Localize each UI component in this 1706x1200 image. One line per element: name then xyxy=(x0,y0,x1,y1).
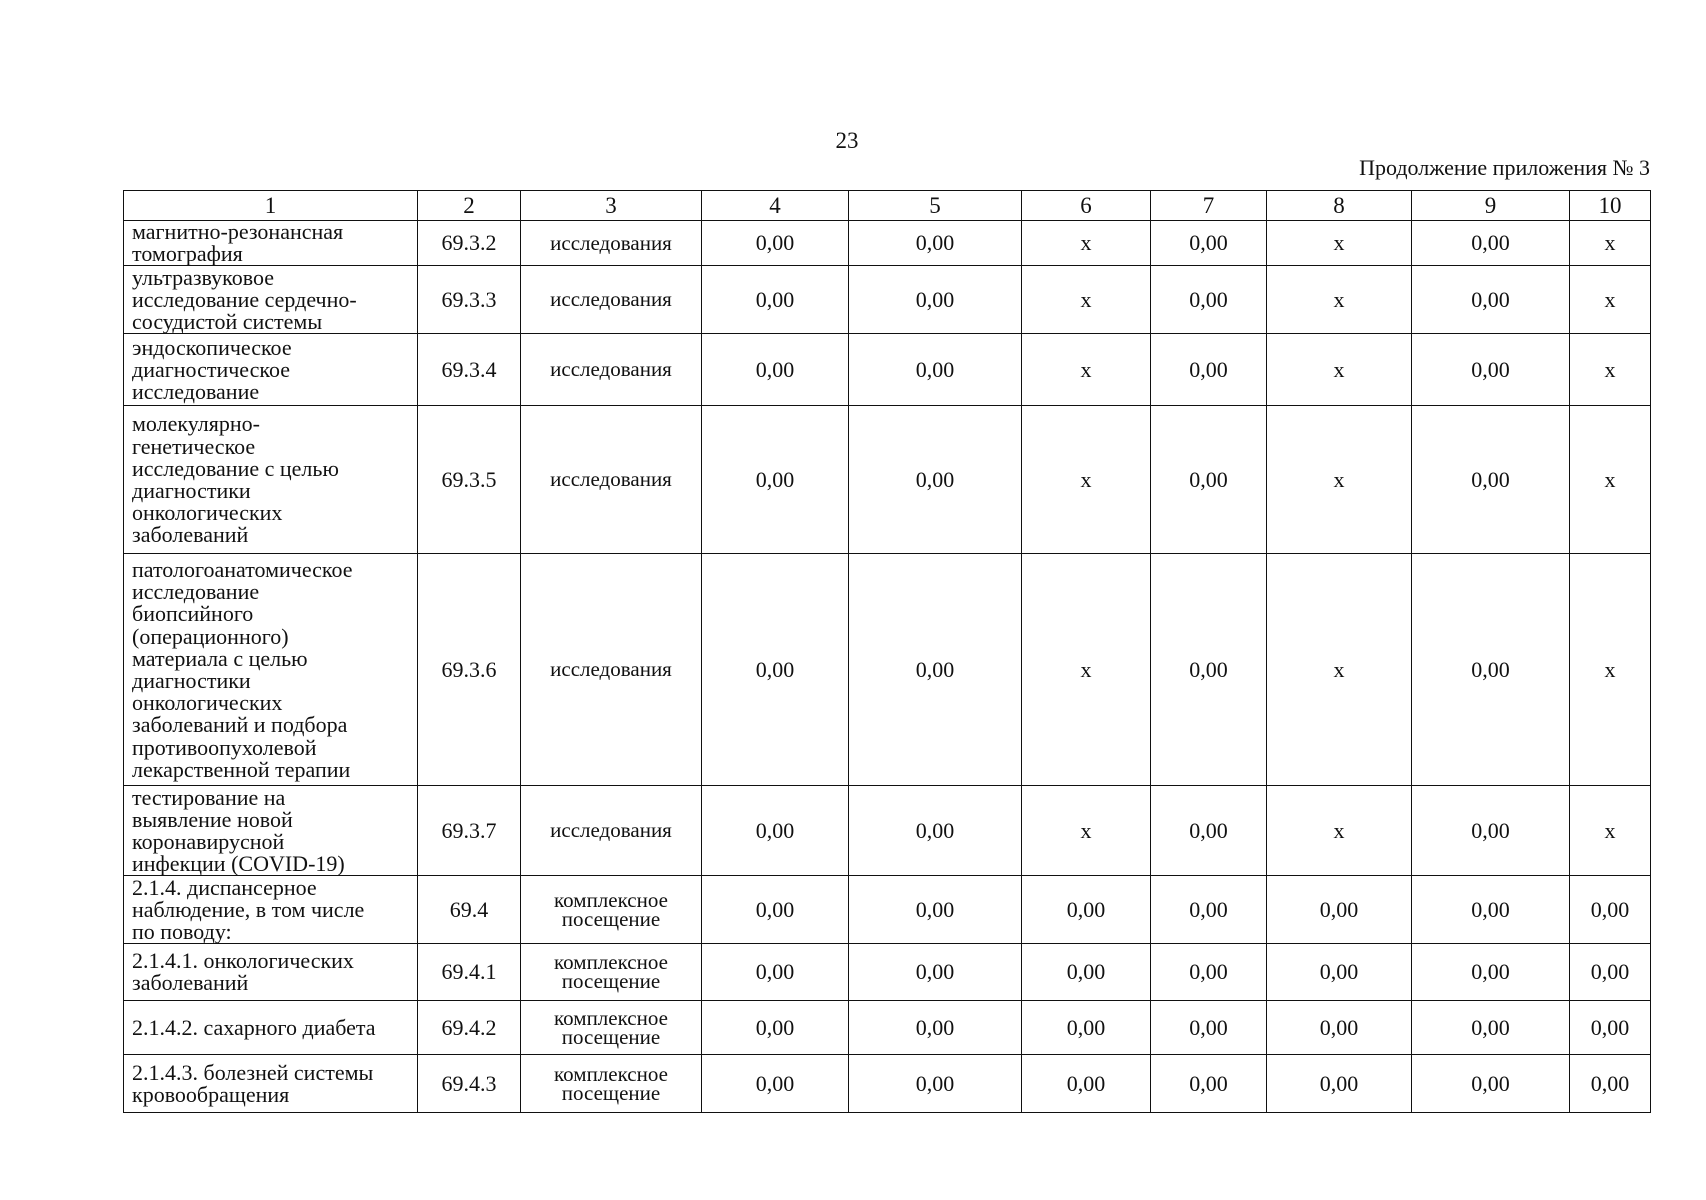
value-cell: 0,00 xyxy=(1412,266,1570,334)
table-row xyxy=(124,221,1651,266)
row-name-line: исследование xyxy=(132,379,260,404)
value-cell: х xyxy=(1570,554,1651,786)
row-name-line: наблюдение, в том числе xyxy=(132,896,365,922)
value-cell: 0,00 xyxy=(1151,266,1267,334)
row-name-cell xyxy=(124,876,418,944)
value-cell: 0,00 xyxy=(1151,1001,1267,1055)
row-code-cell: 69.3.6 xyxy=(418,554,521,786)
row-unit-cell: исследования xyxy=(521,786,702,876)
value-cell: х xyxy=(1022,406,1151,554)
column-header: 3 xyxy=(521,191,702,221)
appendix-continuation-note: Продолжение приложения № 3 xyxy=(1359,155,1650,180)
value-cell: 0,00 xyxy=(849,1001,1022,1055)
row-code-cell: 69.4.2 xyxy=(418,1001,521,1055)
row-name-line: (операционного) xyxy=(132,623,289,649)
row-name-line: молекулярно- xyxy=(132,411,260,437)
row-name-line: выявление новой xyxy=(132,806,293,832)
value-cell: 0,00 xyxy=(1412,786,1570,876)
value-cell: 0,00 xyxy=(1412,334,1570,406)
value-cell: 0,00 xyxy=(702,1055,849,1113)
row-name-line: по поводу: xyxy=(132,919,232,944)
row-name-line: заболеваний xyxy=(132,970,249,996)
value-cell: х xyxy=(1267,221,1412,266)
value-cell: 0,00 xyxy=(849,334,1022,406)
value-cell: 0,00 xyxy=(1267,876,1412,944)
value-cell: 0,00 xyxy=(849,406,1022,554)
value-cell: 0,00 xyxy=(702,944,849,1001)
column-header: 7 xyxy=(1151,191,1267,221)
value-cell: 0,00 xyxy=(1570,876,1651,944)
value-cell: 0,00 xyxy=(702,334,849,406)
row-name-cell xyxy=(124,406,418,554)
value-cell: 0,00 xyxy=(1412,1055,1570,1113)
row-name-line: заболеваний xyxy=(132,522,249,548)
value-cell: 0,00 xyxy=(702,1001,849,1055)
value-cell: х xyxy=(1570,334,1651,406)
row-code-cell: 69.3.7 xyxy=(418,786,521,876)
value-cell: х xyxy=(1267,266,1412,334)
value-cell: х xyxy=(1267,786,1412,876)
row-name-line: 2.1.4.3. болезней системы xyxy=(132,1059,374,1085)
row-name-line: исследование с целью xyxy=(132,455,339,481)
value-cell: 0,00 xyxy=(702,786,849,876)
row-name-line: биопсийного xyxy=(132,601,254,627)
value-cell: 0,00 xyxy=(1151,944,1267,1001)
value-cell: 0,00 xyxy=(1022,944,1151,1001)
value-cell: 0,00 xyxy=(1151,876,1267,944)
value-cell: х xyxy=(1267,554,1412,786)
value-cell: 0,00 xyxy=(1267,1001,1412,1055)
value-cell: 0,00 xyxy=(849,876,1022,944)
row-name-line: 2.1.4.2. сахарного диабета xyxy=(132,1014,376,1040)
value-cell: 0,00 xyxy=(849,554,1022,786)
value-cell: х xyxy=(1570,786,1651,876)
column-header: 8 xyxy=(1267,191,1412,221)
column-header: 10 xyxy=(1570,191,1651,221)
value-cell: 0,00 xyxy=(1570,1055,1651,1113)
row-name-line: коронавирусной xyxy=(132,828,285,854)
row-unit-cell: исследования xyxy=(521,266,702,334)
value-cell: 0,00 xyxy=(1412,221,1570,266)
table-row xyxy=(124,406,1651,554)
row-name-line: диагностическое xyxy=(132,356,290,382)
row-code-cell: 69.4 xyxy=(418,876,521,944)
value-cell: 0,00 xyxy=(1412,1001,1570,1055)
row-code-cell: 69.4.3 xyxy=(418,1055,521,1113)
column-header: 6 xyxy=(1022,191,1151,221)
table-row xyxy=(124,944,1651,1001)
value-cell: 0,00 xyxy=(702,554,849,786)
row-name-line: генетическое xyxy=(132,433,256,459)
row-name-line: онкологических xyxy=(132,500,283,526)
table-row xyxy=(124,876,1651,944)
row-name-cell xyxy=(124,944,418,1001)
page-number: 23 xyxy=(835,128,859,153)
value-cell: 0,00 xyxy=(849,1055,1022,1113)
column-header: 4 xyxy=(702,191,849,221)
column-header: 1 xyxy=(124,191,418,221)
value-cell: 0,00 xyxy=(702,876,849,944)
value-cell: 0,00 xyxy=(1570,944,1651,1001)
value-cell: 0,00 xyxy=(1570,1001,1651,1055)
value-cell: х xyxy=(1022,554,1151,786)
table-row xyxy=(124,786,1651,876)
row-name-line: исследование xyxy=(132,579,260,605)
row-name-line: диагностики xyxy=(132,667,251,693)
value-cell: 0,00 xyxy=(1412,554,1570,786)
value-cell: 0,00 xyxy=(849,786,1022,876)
row-code-cell: 69.4.1 xyxy=(418,944,521,1001)
value-cell: 0,00 xyxy=(1151,554,1267,786)
value-cell: 0,00 xyxy=(1022,1001,1151,1055)
value-cell: 0,00 xyxy=(1151,334,1267,406)
value-cell: х xyxy=(1022,266,1151,334)
row-name-line: 2.1.4.1. онкологических xyxy=(132,948,354,974)
value-cell: 0,00 xyxy=(1267,944,1412,1001)
row-name-line: материала с целью xyxy=(132,645,308,671)
value-cell: 0,00 xyxy=(1151,1055,1267,1113)
value-cell: 0,00 xyxy=(1022,1055,1151,1113)
column-header: 9 xyxy=(1412,191,1570,221)
value-cell: 0,00 xyxy=(1022,876,1151,944)
row-name-line: томография xyxy=(132,241,243,267)
row-name-line: эндоскопическое xyxy=(132,334,292,360)
row-name-line: противоопухолевой xyxy=(132,734,317,760)
row-name-cell xyxy=(124,554,418,786)
row-name-cell xyxy=(124,266,418,334)
value-cell: 0,00 xyxy=(702,221,849,266)
row-name-line: заболеваний и подбора xyxy=(132,712,348,738)
row-unit-cell: исследования xyxy=(521,406,702,554)
value-cell: 0,00 xyxy=(849,266,1022,334)
value-cell: 0,00 xyxy=(849,221,1022,266)
row-name-line: тестирование на xyxy=(132,784,286,810)
row-name-line: магнитно-резонансная xyxy=(132,219,344,244)
value-cell: 0,00 xyxy=(1151,221,1267,266)
value-cell: 0,00 xyxy=(1267,1055,1412,1113)
table-header-row xyxy=(124,191,1651,221)
value-cell: х xyxy=(1267,334,1412,406)
row-name-cell xyxy=(124,221,418,266)
row-code-cell: 69.3.3 xyxy=(418,266,521,334)
column-header: 5 xyxy=(849,191,1022,221)
value-cell: х xyxy=(1267,406,1412,554)
row-name-cell xyxy=(124,1001,418,1055)
row-unit-cell: исследования xyxy=(521,554,702,786)
value-cell: х xyxy=(1570,221,1651,266)
value-cell: х xyxy=(1570,406,1651,554)
table-row xyxy=(124,1055,1651,1113)
row-unit-cell: комплексное посещение xyxy=(521,944,702,1001)
column-header: 2 xyxy=(418,191,521,221)
table-row xyxy=(124,266,1651,334)
row-name-line: сосудистой системы xyxy=(132,309,323,334)
value-cell: 0,00 xyxy=(1151,406,1267,554)
table-row xyxy=(124,334,1651,406)
table-body xyxy=(124,221,1651,1113)
value-cell: х xyxy=(1570,266,1651,334)
value-cell: 0,00 xyxy=(1151,786,1267,876)
row-name-line: ультразвуковое xyxy=(132,264,275,290)
value-cell: 0,00 xyxy=(1412,944,1570,1001)
row-name-line: кровообращения xyxy=(132,1081,290,1107)
row-name-line: диагностики xyxy=(132,477,251,503)
value-cell: х xyxy=(1022,786,1151,876)
data-table xyxy=(123,190,1651,1113)
row-unit-cell: исследования xyxy=(521,221,702,266)
row-code-cell: 69.3.4 xyxy=(418,334,521,406)
value-cell: 0,00 xyxy=(702,266,849,334)
row-name-cell xyxy=(124,334,418,406)
row-name-line: исследование сердечно- xyxy=(132,286,357,312)
row-name-cell xyxy=(124,1055,418,1113)
row-name-line: патологоанатомическое xyxy=(132,556,353,582)
row-code-cell: 69.3.5 xyxy=(418,406,521,554)
value-cell: 0,00 xyxy=(1412,876,1570,944)
value-cell: 0,00 xyxy=(1412,406,1570,554)
row-name-line: 2.1.4. диспансерное xyxy=(132,874,317,900)
row-name-line: лекарственной терапии xyxy=(132,756,351,782)
row-name-line: инфекции (COVID-19) xyxy=(132,851,345,877)
value-cell: х xyxy=(1022,221,1151,266)
table-row xyxy=(124,554,1651,786)
value-cell: 0,00 xyxy=(849,944,1022,1001)
value-cell: 0,00 xyxy=(702,406,849,554)
row-unit-cell: комплексное посещение xyxy=(521,876,702,944)
row-code-cell: 69.3.2 xyxy=(418,221,521,266)
value-cell: х xyxy=(1022,334,1151,406)
row-name-cell xyxy=(124,786,418,876)
table-row xyxy=(124,1001,1651,1055)
row-unit-cell: исследования xyxy=(521,334,702,406)
row-name-line: онкологических xyxy=(132,690,283,716)
row-unit-cell: комплексное посещение xyxy=(521,1001,702,1055)
row-unit-cell: комплексное посещение xyxy=(521,1055,702,1113)
